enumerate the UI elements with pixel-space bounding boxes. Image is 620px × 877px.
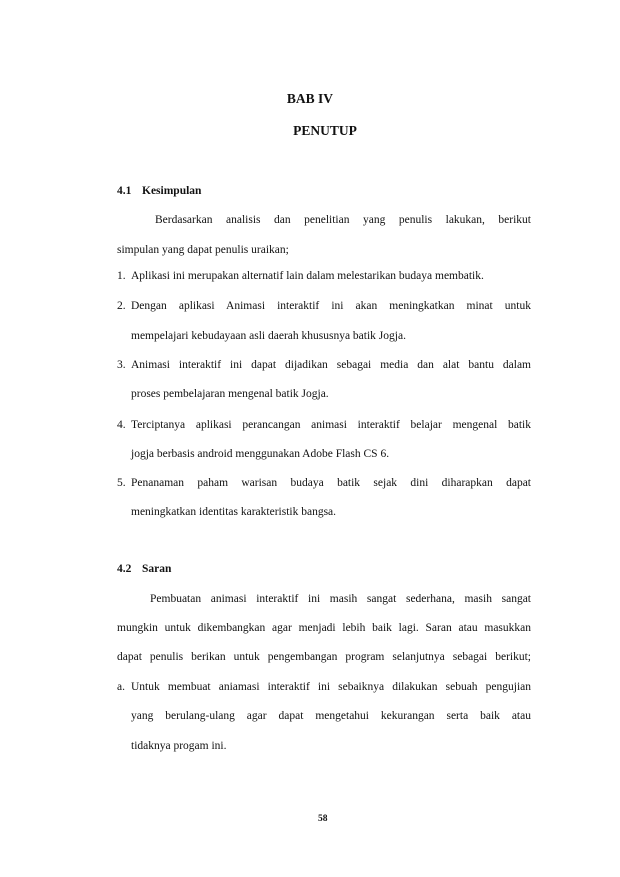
list-marker: 4. xyxy=(117,419,126,431)
chapter-label: BAB IV xyxy=(286,91,334,106)
list-item-text: Aplikasi ini merupakan alternatif lain dalam melestarikan budaya membatik. xyxy=(131,270,484,282)
list-item-text: Penanaman paham warisan budaya batik sejak dini diharapkan dapat xyxy=(131,477,531,489)
list-item-text: yang berulang-ulang agar dapat mengetahui kekurangan serta baik atau xyxy=(131,710,531,722)
section2-paragraph-line2: mungkin untuk dikembangkan agar menjadi lebih baik lagi. Saran atau masukkan xyxy=(117,622,531,634)
section1-number: 4.1 xyxy=(117,185,132,197)
section1-heading: Kesimpulan xyxy=(142,185,202,197)
list-item-text: proses pembelajaran mengenal batik Jogja. xyxy=(131,388,329,400)
list-marker: a. xyxy=(117,681,125,693)
list-marker: 1. xyxy=(117,270,126,282)
section2-paragraph-line3: dapat penulis berikan untuk pengembangan program selanjutnya sebagai berikut; xyxy=(117,651,531,663)
list-item-text: Untuk membuat aniamasi interaktif ini sebaiknya dilakukan sebuah pengujian xyxy=(131,681,531,693)
section1-intro-line1: Berdasarkan analisis dan penelitian yang penulis lakukan, berikut xyxy=(155,214,531,226)
section2-heading: Saran xyxy=(142,563,172,575)
section1-intro-line2: simpulan yang dapat penulis uraikan; xyxy=(117,244,289,256)
list-item-text: jogja berbasis android menggunakan Adobe Flash CS 6. xyxy=(131,448,390,460)
list-item-text: mempelajari kebudayaan asli daerah khususnya batik Jogja. xyxy=(131,330,406,342)
page-number: 58 xyxy=(318,814,328,824)
section2-paragraph-line1: Pembuatan animasi interaktif ini masih sangat sederhana, masih sangat xyxy=(150,593,531,605)
list-item-text: Terciptanya aplikasi perancangan animasi interaktif belajar mengenal batik xyxy=(131,419,531,431)
list-marker: 3. xyxy=(117,359,126,371)
chapter-title: PENUTUP xyxy=(293,123,357,138)
section2-number: 4.2 xyxy=(117,563,132,575)
list-item-text: tidaknya progam ini. xyxy=(131,740,227,752)
list-marker: 2. xyxy=(117,300,126,312)
list-item-text: Dengan aplikasi Animasi interaktif ini akan meningkatkan minat untuk xyxy=(131,300,531,312)
list-marker: 5. xyxy=(117,477,126,489)
list-item-text: meningkatkan identitas karakteristik bangsa. xyxy=(131,506,337,518)
list-item-text: Animasi interaktif ini dapat dijadikan sebagai media dan alat bantu dalam xyxy=(131,359,531,371)
